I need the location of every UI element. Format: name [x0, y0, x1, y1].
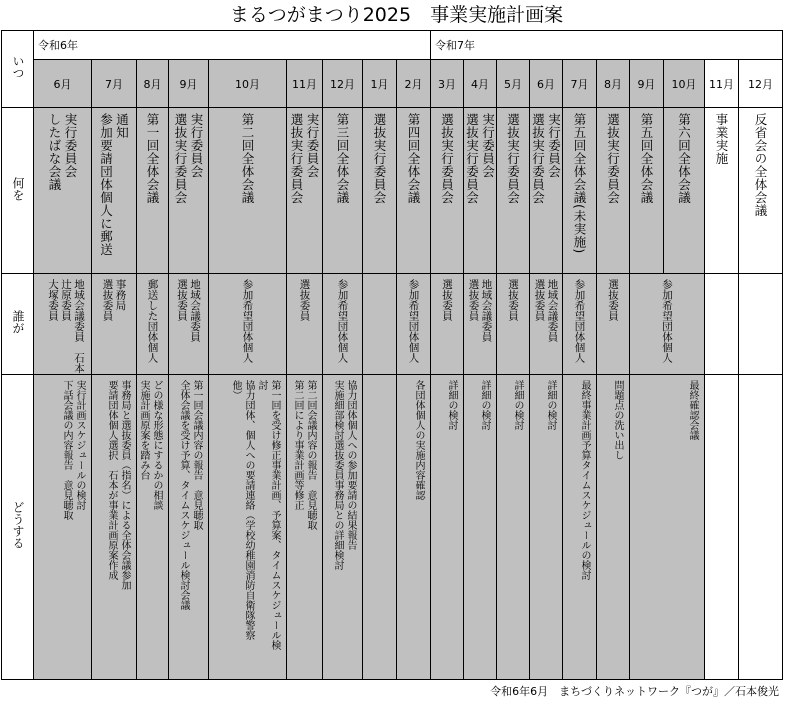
what-cell: [739, 108, 783, 274]
who-cell-line: 地域会議委員: [480, 279, 493, 342]
what-cell: [397, 108, 431, 274]
what-cell: [664, 108, 705, 274]
what-cell-line: 第五回全体会議: [639, 113, 654, 204]
how-cell: [431, 374, 464, 679]
who-cell: [464, 274, 497, 375]
what-cell: [323, 108, 363, 274]
how-cell: [34, 374, 92, 679]
how-cell: [464, 374, 497, 679]
how-cell: [137, 374, 169, 679]
what-cell-line: 実行委員会: [63, 113, 78, 178]
what-cell-line: 選抜実行委員会: [173, 113, 188, 204]
month-header: 8月: [597, 60, 630, 108]
what-cell: [363, 108, 397, 274]
who-cell: [630, 274, 705, 375]
what-cell-line: 第六回全体会議: [676, 113, 692, 204]
who-cell-line: 選抜委員: [101, 279, 114, 321]
how-cell-line: 他）: [230, 379, 241, 400]
what-cell: [34, 108, 92, 274]
who-cell: [287, 274, 323, 375]
what-cell-line: 選抜実行委員会: [289, 113, 304, 204]
month-header: 8月: [137, 60, 169, 108]
how-cell-line: 協力団体個人への参加要請の結果報告: [345, 379, 356, 550]
label-when: いつ: [2, 31, 34, 108]
month-header: 9月: [630, 60, 664, 108]
who-cell-line: 参加希望団体個人: [241, 279, 254, 363]
who-cell: [431, 274, 464, 375]
what-cell: [431, 108, 464, 274]
how-cell-line: 要請団体個人選択 石本が事業計画原案作成: [106, 379, 117, 580]
how-cell: [169, 374, 209, 679]
what-cell-line: 選抜実行委員会: [439, 113, 455, 204]
who-cell-line: 選抜委員: [507, 279, 519, 321]
month-header: 6月: [34, 60, 92, 108]
who-cell: [92, 274, 137, 375]
how-cell-line: 討: [256, 379, 267, 390]
what-cell: [705, 108, 739, 274]
what-cell-line: 選抜実行委員会: [372, 113, 387, 204]
what-cell-line: 実行委員会: [546, 113, 562, 178]
what-cell-line: 第五回全体会議(未実施): [572, 113, 587, 254]
what-cell: [630, 108, 664, 274]
who-cell-line: 選抜委員: [467, 279, 480, 321]
who-cell: [209, 274, 287, 375]
who-cell-line: 地域会議委員: [546, 279, 559, 342]
how-cell-line: 全体会議を受け予算、タイムスケジュール検討会議: [178, 379, 189, 610]
month-header: 4月: [464, 60, 497, 108]
who-cell-line: 地域会議委員 石本: [73, 279, 85, 374]
plan-table: [1, 30, 783, 680]
how-cell-line: 第二回により事業計画等修正: [292, 379, 303, 510]
who-cell: [34, 274, 92, 375]
who-cell-line: 参加希望団体個人: [407, 279, 420, 363]
who-cell-line: 地域会議委員: [189, 279, 201, 342]
month-header: 11月: [705, 60, 739, 108]
what-cell-line: 第四回全体会議: [406, 113, 421, 204]
what-cell: [287, 108, 323, 274]
who-cell-empty: [705, 274, 739, 375]
what-cell: [597, 108, 630, 274]
era-reiwa6: 令和6年: [34, 31, 431, 60]
how-cell: [563, 374, 597, 679]
how-cell: [363, 374, 397, 679]
month-header: 1月: [363, 60, 397, 108]
who-cell: [397, 274, 431, 375]
what-cell: [563, 108, 597, 274]
how-cell: [323, 374, 363, 679]
who-cell: [563, 274, 597, 375]
what-cell-line: したばな会議: [47, 113, 62, 191]
how-cell-empty: [739, 374, 783, 679]
how-cell-line: 詳細の検討: [446, 379, 457, 430]
what-cell: [209, 108, 287, 274]
how-cell-line: 事務局と選抜委員（指名）による全体会議参加: [119, 379, 130, 590]
what-cell-line: 第三回全体会議: [335, 113, 350, 204]
how-cell-line: 実行計画スケジュールの検討: [74, 379, 85, 510]
who-cell-line: 参加希望団体個人: [661, 279, 673, 363]
how-cell-line: 問題点の洗い出し: [612, 379, 623, 460]
month-header: 3月: [431, 60, 464, 108]
month-header: 10月: [209, 60, 287, 108]
who-cell: [497, 274, 530, 375]
how-cell: [287, 374, 323, 679]
what-cell-line: 選抜実行委員会: [505, 113, 521, 204]
who-cell-line: 選抜委員: [607, 279, 619, 321]
month-header: 11月: [287, 60, 323, 108]
what-cell-line: 選抜実行委員会: [464, 113, 480, 204]
how-cell-line: 詳細の検討: [479, 379, 490, 430]
who-cell-line: 辻原委員: [60, 279, 72, 321]
what-cell: [137, 108, 169, 274]
who-cell-line: 選抜委員: [176, 279, 188, 321]
month-header: 7月: [563, 60, 597, 108]
who-cell-line: 選抜委員: [441, 279, 453, 321]
month-header: 2月: [397, 60, 431, 108]
how-cell: [92, 374, 137, 679]
month-header: 7月: [92, 60, 137, 108]
how-cell-line: 最終確認会議: [687, 379, 698, 440]
how-cell: [209, 374, 287, 679]
how-cell-line: 第一回会議内容の報告 意見聴取: [191, 379, 202, 530]
how-cell-line: 実施細部検討選抜委員事務局との詳細検討: [332, 379, 343, 570]
month-header: 9月: [169, 60, 209, 108]
how-cell-line: 各団体個人の実施内容確認: [413, 379, 424, 500]
what-cell-line: 第一回全体会議: [145, 113, 160, 204]
label-who: 誰が: [2, 274, 34, 375]
what-cell-line: 実行委員会: [305, 113, 320, 178]
what-cell-line: 反省会の全体会議: [753, 113, 768, 217]
label-how: どうする: [2, 374, 34, 679]
who-cell: [169, 274, 209, 375]
month-header: 5月: [497, 60, 530, 108]
what-cell: [464, 108, 497, 274]
month-header: 12月: [739, 60, 783, 108]
how-cell-line: 最終事業計画予算タイムスケジュールの検討: [579, 379, 590, 580]
who-cell-line: 参加希望団体個人: [336, 279, 349, 363]
label-what: 何を: [2, 108, 34, 274]
who-cell-line: 参加希望団体個人: [573, 279, 586, 363]
who-cell-line: 事務局: [114, 279, 127, 311]
what-cell-line: 参加要請団体個人に郵送: [98, 113, 114, 256]
what-cell: [530, 108, 563, 274]
who-cell-line: 郵送した団体個人: [146, 279, 159, 363]
what-cell-line: 事業実施: [714, 113, 729, 165]
how-cell-line: 下話会議の内容報告 意見聴取: [61, 379, 72, 520]
how-cell-line: 詳細の検討: [512, 379, 523, 430]
how-cell: [597, 374, 630, 679]
who-cell: [530, 274, 563, 375]
who-cell-empty: [739, 274, 783, 375]
how-cell-line: どの様な形態にするかの相談: [151, 379, 162, 510]
what-cell: [169, 108, 209, 274]
what-cell-line: 第二回全体会議: [240, 113, 255, 204]
how-cell-line: 第一回を受け修正事業計画、予算案、タイムスケジュール検: [269, 379, 280, 650]
month-header: 12月: [323, 60, 363, 108]
how-cell-empty: [705, 374, 739, 679]
era-reiwa7: 令和7年: [431, 31, 783, 60]
what-cell-line: 実行委員会: [189, 113, 204, 178]
month-header: 6月: [530, 60, 563, 108]
how-cell: [630, 374, 705, 679]
page-title: まるつがまつり2025 事業実施計画案: [229, 4, 564, 26]
who-cell: [363, 274, 397, 375]
what-cell: [92, 108, 137, 274]
how-cell-line: 詳細の検討: [545, 379, 556, 430]
how-cell: [397, 374, 431, 679]
how-cell: [497, 374, 530, 679]
how-cell: [530, 374, 563, 679]
who-cell: [137, 274, 169, 375]
what-cell-line: 通知: [114, 113, 130, 139]
how-cell-line: 第二回会議内容の報告 意見聴取: [305, 379, 316, 530]
who-cell: [323, 274, 363, 375]
what-cell-line: 選抜実行委員会: [530, 113, 546, 204]
who-cell-line: 大塚委員: [47, 279, 59, 321]
who-cell-line: 選抜委員: [298, 279, 311, 321]
what-cell-line: 実行委員会: [480, 113, 496, 178]
how-cell-line: 実施計画原案を踏み台: [138, 379, 149, 480]
footer-credit: 令和6年6月 まちづくりネットワーク『つが』／石本俊光: [490, 685, 779, 698]
what-cell: [497, 108, 530, 274]
how-cell-line: 協力団体、個人への要請連絡（学校幼稚園消防自衛隊警察: [243, 379, 254, 640]
who-cell: [597, 274, 630, 375]
who-cell-line: 選抜委員: [533, 279, 546, 321]
month-header: 10月: [664, 60, 705, 108]
what-cell-line: 選抜実行委員会: [605, 113, 621, 204]
